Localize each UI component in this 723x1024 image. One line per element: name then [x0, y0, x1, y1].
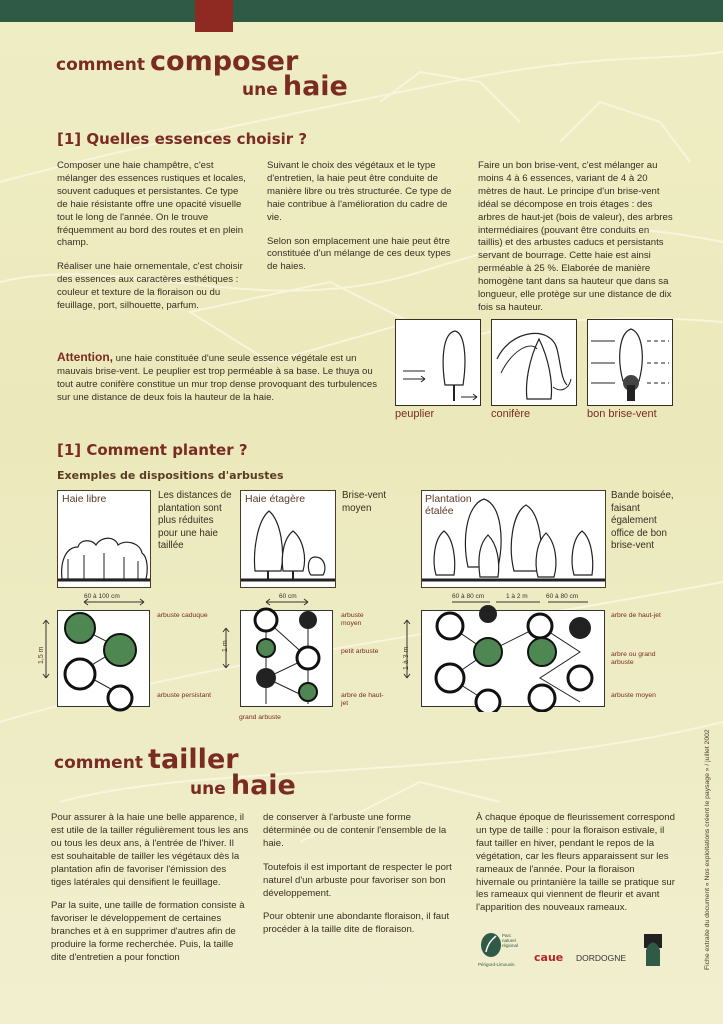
- panel-note: Brise-vent moyen: [342, 490, 387, 514]
- section-heading: [1] Quelles essences choisir ?: [57, 130, 308, 148]
- paragraph: Selon son emplacement une haie peut être constituée d'un mélange de ces deux types de haies.: [267, 235, 451, 273]
- dimension-label: 1 à 2 m: [506, 593, 528, 600]
- caue-logo: caue: [534, 951, 564, 964]
- legend-label: petit arbuste: [341, 648, 379, 655]
- top-bar: [0, 0, 723, 22]
- top-marker: [195, 0, 233, 32]
- title-word: une: [190, 779, 226, 799]
- dimension-label: 60 cm: [279, 593, 297, 600]
- title-word: haie: [282, 71, 348, 102]
- wind-caption: bon brise-vent: [587, 408, 657, 420]
- text-column: [263, 812, 461, 948]
- paragraph: Composer une haie champêtre, c'est mélanger des essences rustiques et locales, souvent caduques et persistantes. Ce type de haie résistante offre une opacité visuelle tout le long de l'année. On le trouve fréquemment au bord des routes et en plein champ.: [57, 160, 246, 249]
- panel-conifere: [492, 320, 577, 406]
- paragraph: Réaliser une haie ornementale, c'est choisir des essences aux caractères esthétiques : couleur et texture de la floraison ou du feuillage, port, silhouette, parfum.: [57, 261, 243, 312]
- wind-caption: peuplier: [395, 408, 435, 420]
- attention-word: Attention,: [57, 350, 113, 364]
- height-label: 1 à 3 m: [403, 646, 410, 670]
- paragraph: Suivant le choix des végétaux et le type d'entretien, la haie peut être conduite de manière libre ou très structurée. Ce type de haie contribue à l'amélioration du cadre de vie.: [267, 160, 452, 223]
- attention-note: [57, 351, 379, 405]
- legend-label: arbuste caduque: [157, 612, 208, 619]
- panel-peuplier: [396, 320, 481, 406]
- panel-note: Bande boisée, faisant également office de bon brise-vent: [611, 490, 674, 552]
- paragraph: Toutefois il est important de respecter le port naturel d'un arbuste pour favoriser son bon développement.: [263, 861, 452, 899]
- legend-label: arbre de haut-jet: [611, 612, 661, 619]
- attention-text: une haie constituée d'une seule essence végétale est un mauvais brise-vent. Le peuplier est trop perméable à sa base. Le thuya ou tout autre conifère constitue un mur trop dense provoquant des turbulences sur une distance de deux fois la hauteur de la haie.: [57, 353, 377, 403]
- panel-label: Haie étagère: [245, 493, 306, 505]
- dimension-label: 60 à 80 cm: [452, 593, 485, 600]
- paragraph: Pour obtenir une abondante floraison, il faut procéder à la taille dite de floraison.: [263, 911, 450, 936]
- legend-label: arbuste moyen: [611, 692, 656, 699]
- title-word: comment: [54, 753, 143, 773]
- plantation-etalee-panel: [421, 490, 606, 588]
- height-label: 1 m: [222, 640, 229, 652]
- legend-label: arbre ou grand arbuste: [611, 651, 656, 666]
- dimension-label: 60 à 80 cm: [546, 593, 579, 600]
- haie-etagere-panel: [240, 490, 336, 588]
- title-word: une: [242, 80, 278, 100]
- title-word: comment: [56, 55, 145, 75]
- paragraph: Pour assurer à la haie une belle apparence, il est utile de la tailler régulièrement tous les ans ou tous les deux ans, à l'entrée de l'hiver. Il est souhaitable de tailler les végétaux dès la plantation afin de favoriser l'émission des tiges latérales qui densifient le feuillage.: [51, 812, 249, 888]
- paragraph: de conserver à l'arbuste une forme déterminée ou de contenir l'ensemble de la haie.: [263, 812, 447, 849]
- title-word: tailler: [148, 744, 239, 775]
- section-subheading: Exemples de dispositions d'arbustes: [57, 469, 284, 482]
- panel-note: Les distances de plantation sont plus réduites pour une haie taillée: [158, 490, 232, 552]
- title-tailler-line2: [190, 770, 296, 801]
- paragraph: Faire un bon brise-vent, c'est mélanger au moins 4 à 6 essences, variant de 4 à 20 mètres de haut. Le principe d'un brise-vent idéal se décompose en trois étages : des arbres de haut-jet (bois de valeur), des arbres intermédiaires (pouvant être conduits en taillis) et des arbustes caducs et persistants servant de bourrage. Cette haie est ainsi perméable à 25 %. Elaborée de manière homogène tant dans sa hauteur que dans sa longueur, elle protège sur une distance de dix fois sa hauteur.: [478, 160, 673, 313]
- third-logo: [640, 930, 666, 970]
- dimension-label: 60 à 100 cm: [84, 593, 120, 600]
- text-column: [51, 812, 249, 976]
- wind-caption: conifère: [491, 408, 531, 420]
- legend-label: arbuste moyen: [341, 612, 364, 627]
- title-word: haie: [230, 770, 296, 801]
- logo-text-line: Périgord-Limousin: [478, 962, 515, 967]
- parc-logo: [478, 930, 518, 974]
- logo-text-line: Parc: [502, 933, 512, 938]
- text-column: [267, 160, 463, 285]
- wind-diagrams: [395, 319, 675, 409]
- title-composer-line2: [242, 71, 348, 102]
- panel-label: Haie libre: [62, 493, 107, 505]
- text-column: [57, 160, 251, 324]
- title-word: composer: [150, 46, 299, 77]
- dordogne-label: DORDOGNE: [576, 953, 627, 963]
- panel-label: Plantation étalée: [425, 493, 472, 517]
- section-heading: [1] Comment planter ?: [57, 441, 248, 459]
- logo-text: [502, 933, 518, 948]
- paragraph: Par la suite, une taille de formation consiste à favoriser le développement de certaines branches et à en supprimer d'autres afin de produire la forme recherchée. Puis, la taille dite d'entretien a pour fonction: [51, 900, 245, 964]
- haie-libre-panel: [57, 490, 151, 588]
- logo-text-line: régional: [502, 943, 519, 948]
- legend-label: arbuste persistant: [157, 692, 212, 699]
- logo-text-line: naturel: [502, 938, 516, 943]
- paragraph: À chaque époque de fleurissement correspond un type de taille : pour la floraison estivale, il faut tailler en hiver, pendant le repos de la végétation, car les fleurs apparaissent sur les rameaux de l'année. Pour la floraison hivernale ou printanière la taille se pratique sur les rameaux qui viennent de fleurir et avant l'apparition des nouveaux rameaux.: [476, 812, 675, 914]
- side-note: Fiche extraite du document « Nos exploitations créent le paysage » / juillet 2002: [704, 729, 711, 970]
- panel-bon-brise-vent: [588, 320, 673, 406]
- text-column: [478, 160, 676, 326]
- legend-label: arbre de haut-jet: [341, 692, 384, 707]
- legend-label: grand arbuste: [239, 714, 281, 721]
- height-label: 1,5 m: [38, 646, 45, 664]
- text-column: [476, 812, 676, 926]
